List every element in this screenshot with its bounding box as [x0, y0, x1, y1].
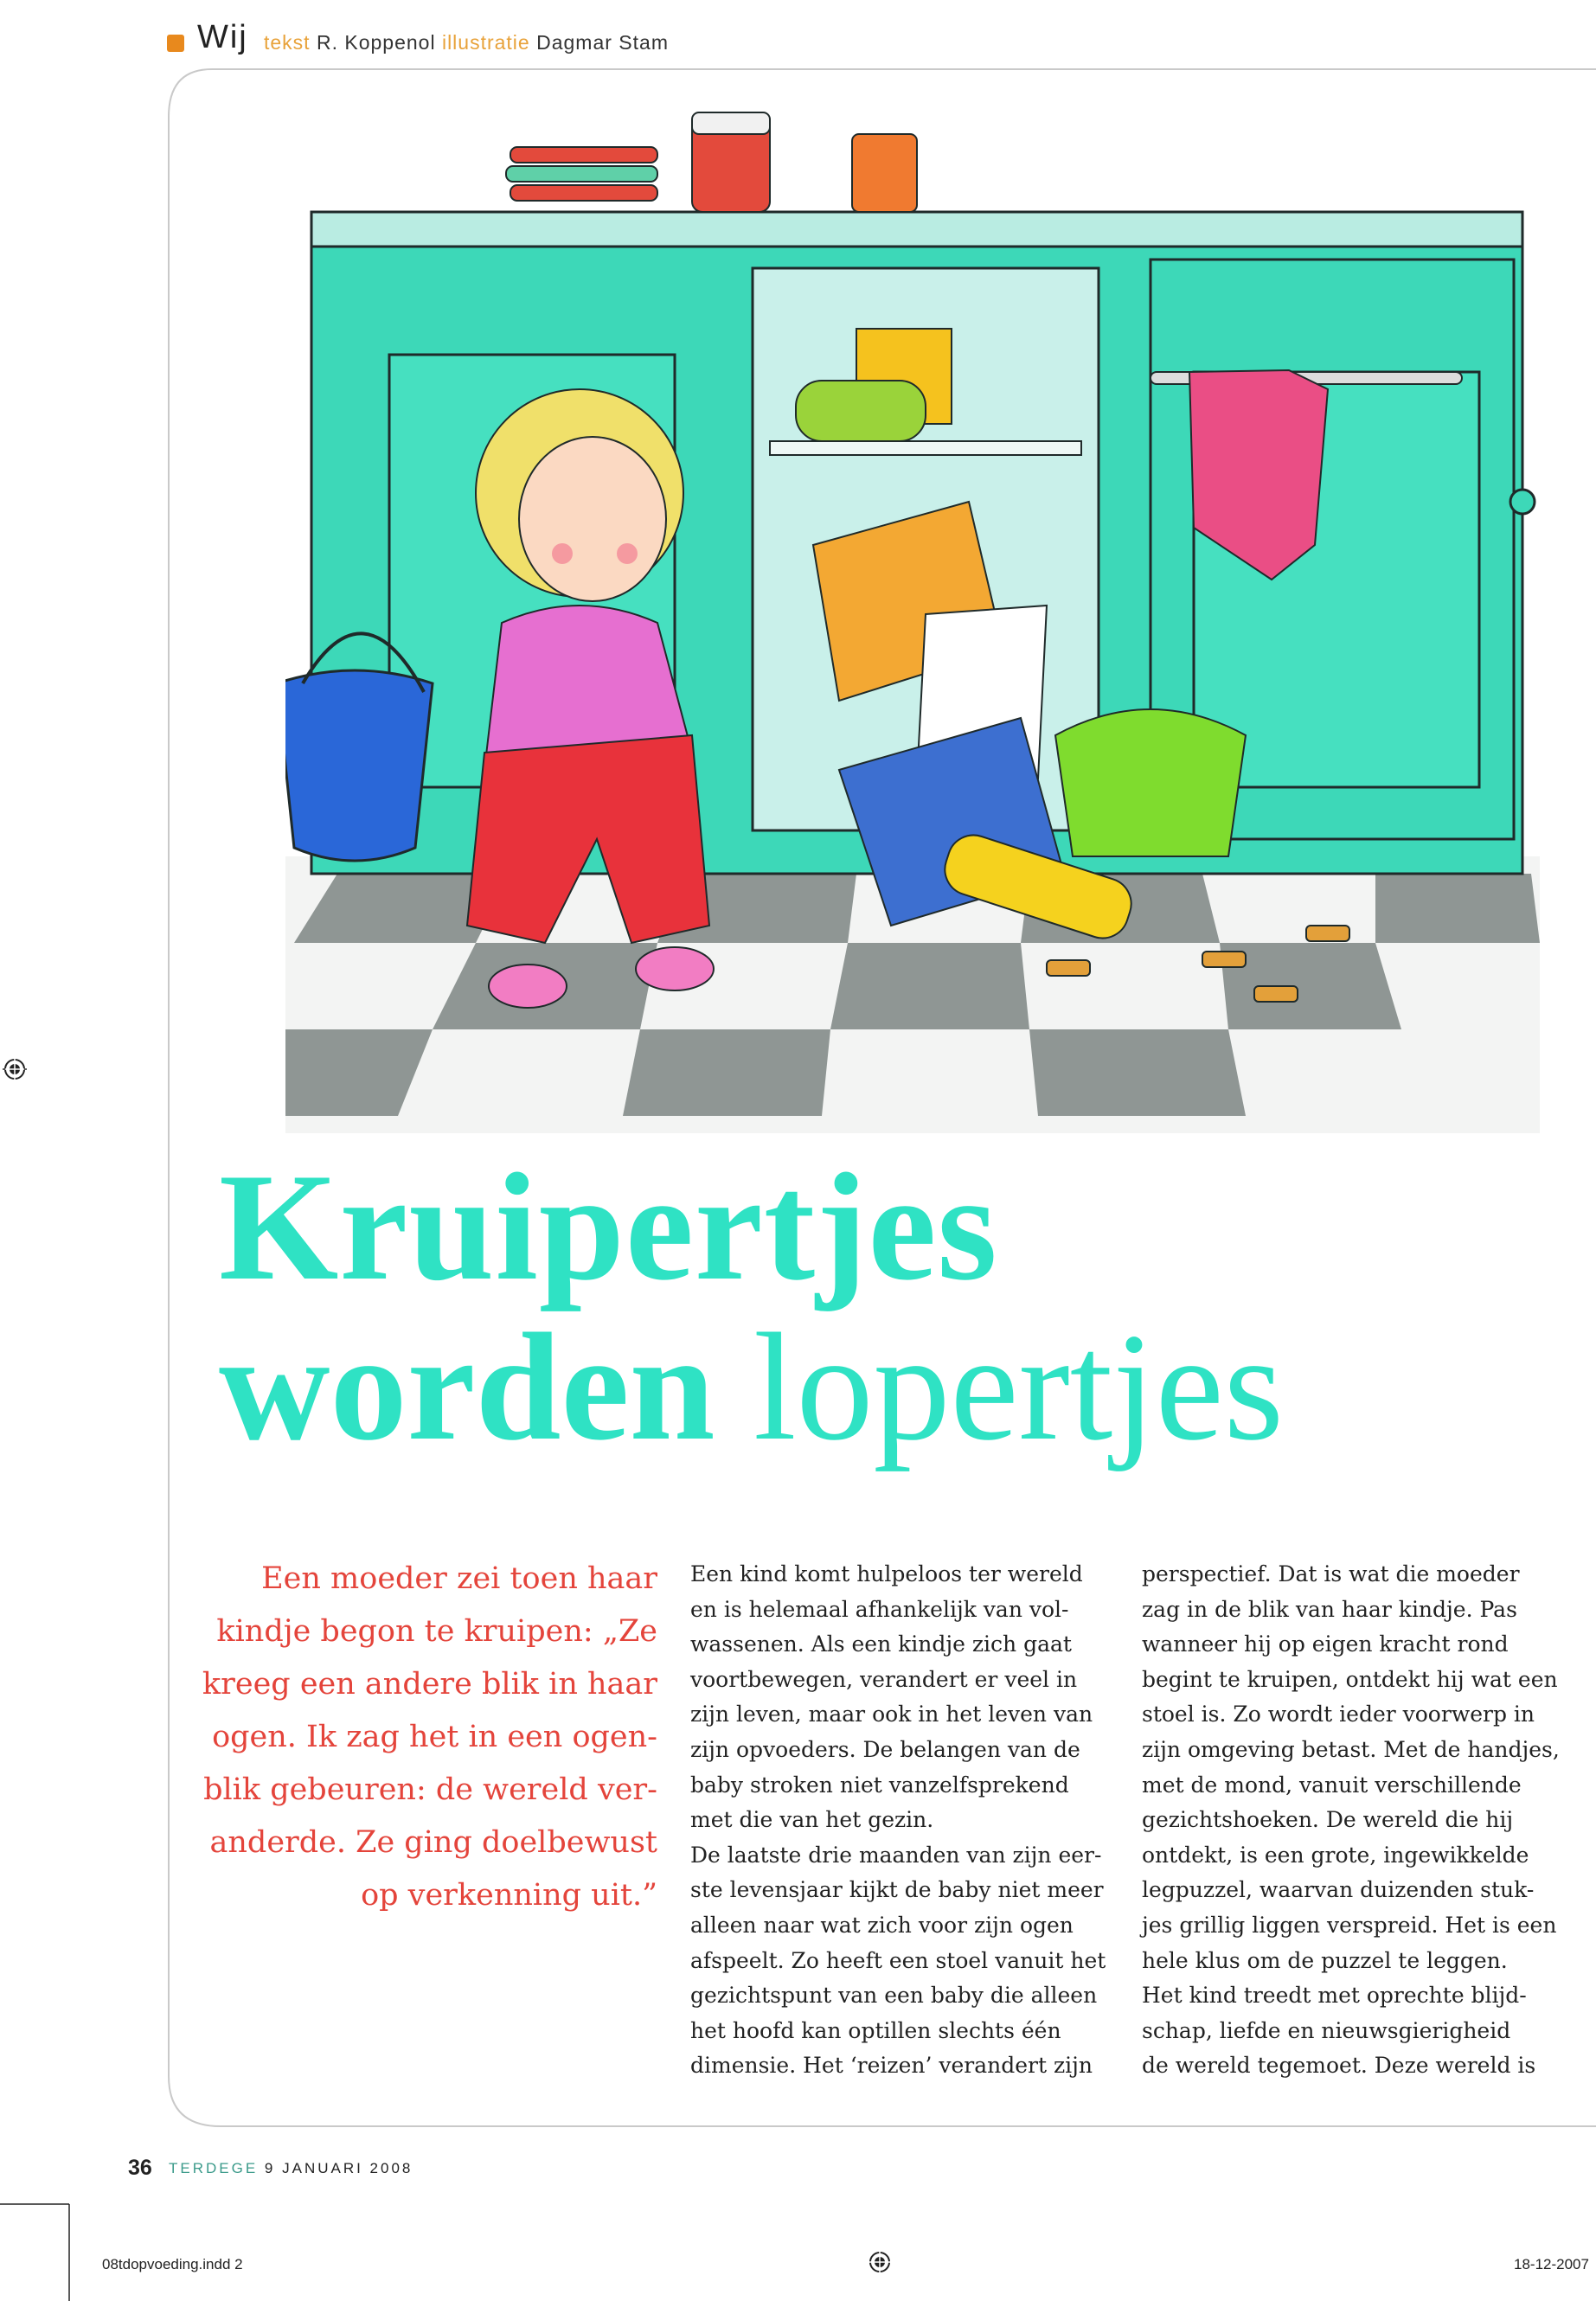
body-line: perspectief. Dat is wat die moeder	[1142, 1561, 1520, 1586]
body-line: zag in de blik van haar kindje. Pas	[1142, 1596, 1517, 1622]
intro-line: ogen. Ik zag het in een ogen-	[212, 1720, 657, 1754]
body-line: schap, liefde en nieuwsgierigheid	[1142, 2017, 1511, 2043]
file-name: 08tdopvoeding.indd 2	[102, 2256, 243, 2272]
intro-paragraph	[199, 1553, 657, 1922]
registration-mark-icon	[868, 2250, 892, 2274]
credits	[264, 31, 669, 54]
body-line: gezichtspunt van een baby die alleen	[690, 1983, 1098, 2009]
body-line: zijn omgeving betast. Met de handjes,	[1142, 1736, 1560, 1762]
shelf-items	[506, 112, 917, 212]
registration-mark-icon	[3, 1057, 27, 1081]
body-line: wanneer hij op eigen kracht rond	[1142, 1631, 1509, 1657]
body-column-middle	[690, 1557, 1114, 2084]
body-line: alleen naar wat zich voor zijn ogen	[690, 1912, 1074, 1938]
body-line: Een kind komt hulpeloos ter wereld	[690, 1561, 1083, 1586]
body-line: dimensie. Het ‘reizen’ verandert zijn	[690, 2053, 1093, 2079]
body-line: voortbewegen, verandert er veel in	[690, 1666, 1078, 1692]
body-line: stoel is. Zo wordt ieder voorwerp in	[1142, 1702, 1535, 1727]
body-line: zijn opvoeders. De belangen van de	[690, 1736, 1080, 1762]
body-line: hele klus om de puzzel te leggen.	[1142, 1947, 1508, 1973]
section-marker-icon	[167, 35, 184, 52]
body-line: ontdekt, is een grote, ingewikkelde	[1142, 1842, 1529, 1868]
headline-bold-word: worden	[219, 1301, 715, 1472]
body-line: afspeelt. Zo heeft een stoel vanuit het	[690, 1947, 1106, 1973]
body-line: De laatste drie maanden van zijn eer-	[690, 1842, 1102, 1868]
body-line: begint te kruipen, ontdekt hij wat een	[1142, 1666, 1558, 1692]
body-line: baby stroken niet vanzelfsprekend	[690, 1772, 1069, 1798]
intro-line: Een moeder zei toen haar	[261, 1561, 657, 1596]
intro-line: op verkenning uit.”	[361, 1878, 657, 1913]
crop-marks	[0, 2180, 104, 2301]
intro-line: blik gebeuren: de wereld ver-	[203, 1772, 657, 1807]
body-line: het hoofd kan optillen slechts één	[690, 2017, 1061, 2043]
page-number: 36	[128, 2156, 152, 2180]
kitchen-toddler-illustration	[285, 95, 1540, 1133]
body-line: jes grillig liggen verspreid. Het is een	[1142, 1912, 1557, 1938]
credits-illustration-label: illustratie	[441, 31, 530, 54]
intro-line: anderde. Ze ging doelbewust	[209, 1825, 657, 1860]
body-line: legpuzzel, waarvan duizenden stuk-	[1142, 1877, 1535, 1903]
headline-line-2	[219, 1298, 1284, 1476]
credits-text-label: tekst	[264, 31, 311, 54]
headline-light-word: lopertjes	[753, 1301, 1284, 1472]
print-date: 18-12-2007	[1514, 2256, 1589, 2272]
publication-line	[169, 2160, 413, 2177]
credits-author: R. Koppenol	[316, 31, 436, 54]
body-column-right	[1142, 1557, 1574, 2084]
body-line: en is helemaal afhankelijk van vol-	[690, 1596, 1069, 1622]
headline-line-1: Kruipertjes	[219, 1141, 998, 1312]
body-line: ste levensjaar kijkt de baby niet meer	[690, 1877, 1104, 1903]
body-line: zijn leven, maar ook in het leven van	[690, 1702, 1093, 1727]
body-line: wassenen. Als een kindje zich gaat	[690, 1631, 1072, 1657]
issue-date: 9 JANUARI 2008	[264, 2160, 413, 2176]
body-line: met die van het gezin.	[690, 1807, 934, 1833]
publication-name: TERDEGE	[169, 2160, 259, 2176]
credits-illustrator: Dagmar Stam	[536, 31, 669, 54]
body-line: Het kind treedt met oprechte blijd-	[1142, 1983, 1527, 2009]
body-line: gezichtshoeken. De wereld die hij	[1142, 1807, 1514, 1833]
body-line: de wereld tegemoet. Deze wereld is	[1142, 2053, 1536, 2079]
section-label: Wij	[197, 19, 248, 55]
body-line: met de mond, vanuit verschillende	[1142, 1772, 1522, 1798]
intro-line: kreeg een andere blik in haar	[202, 1667, 657, 1702]
intro-line: kindje begon te kruipen: „Ze	[216, 1614, 657, 1649]
green-basket	[1055, 709, 1246, 856]
